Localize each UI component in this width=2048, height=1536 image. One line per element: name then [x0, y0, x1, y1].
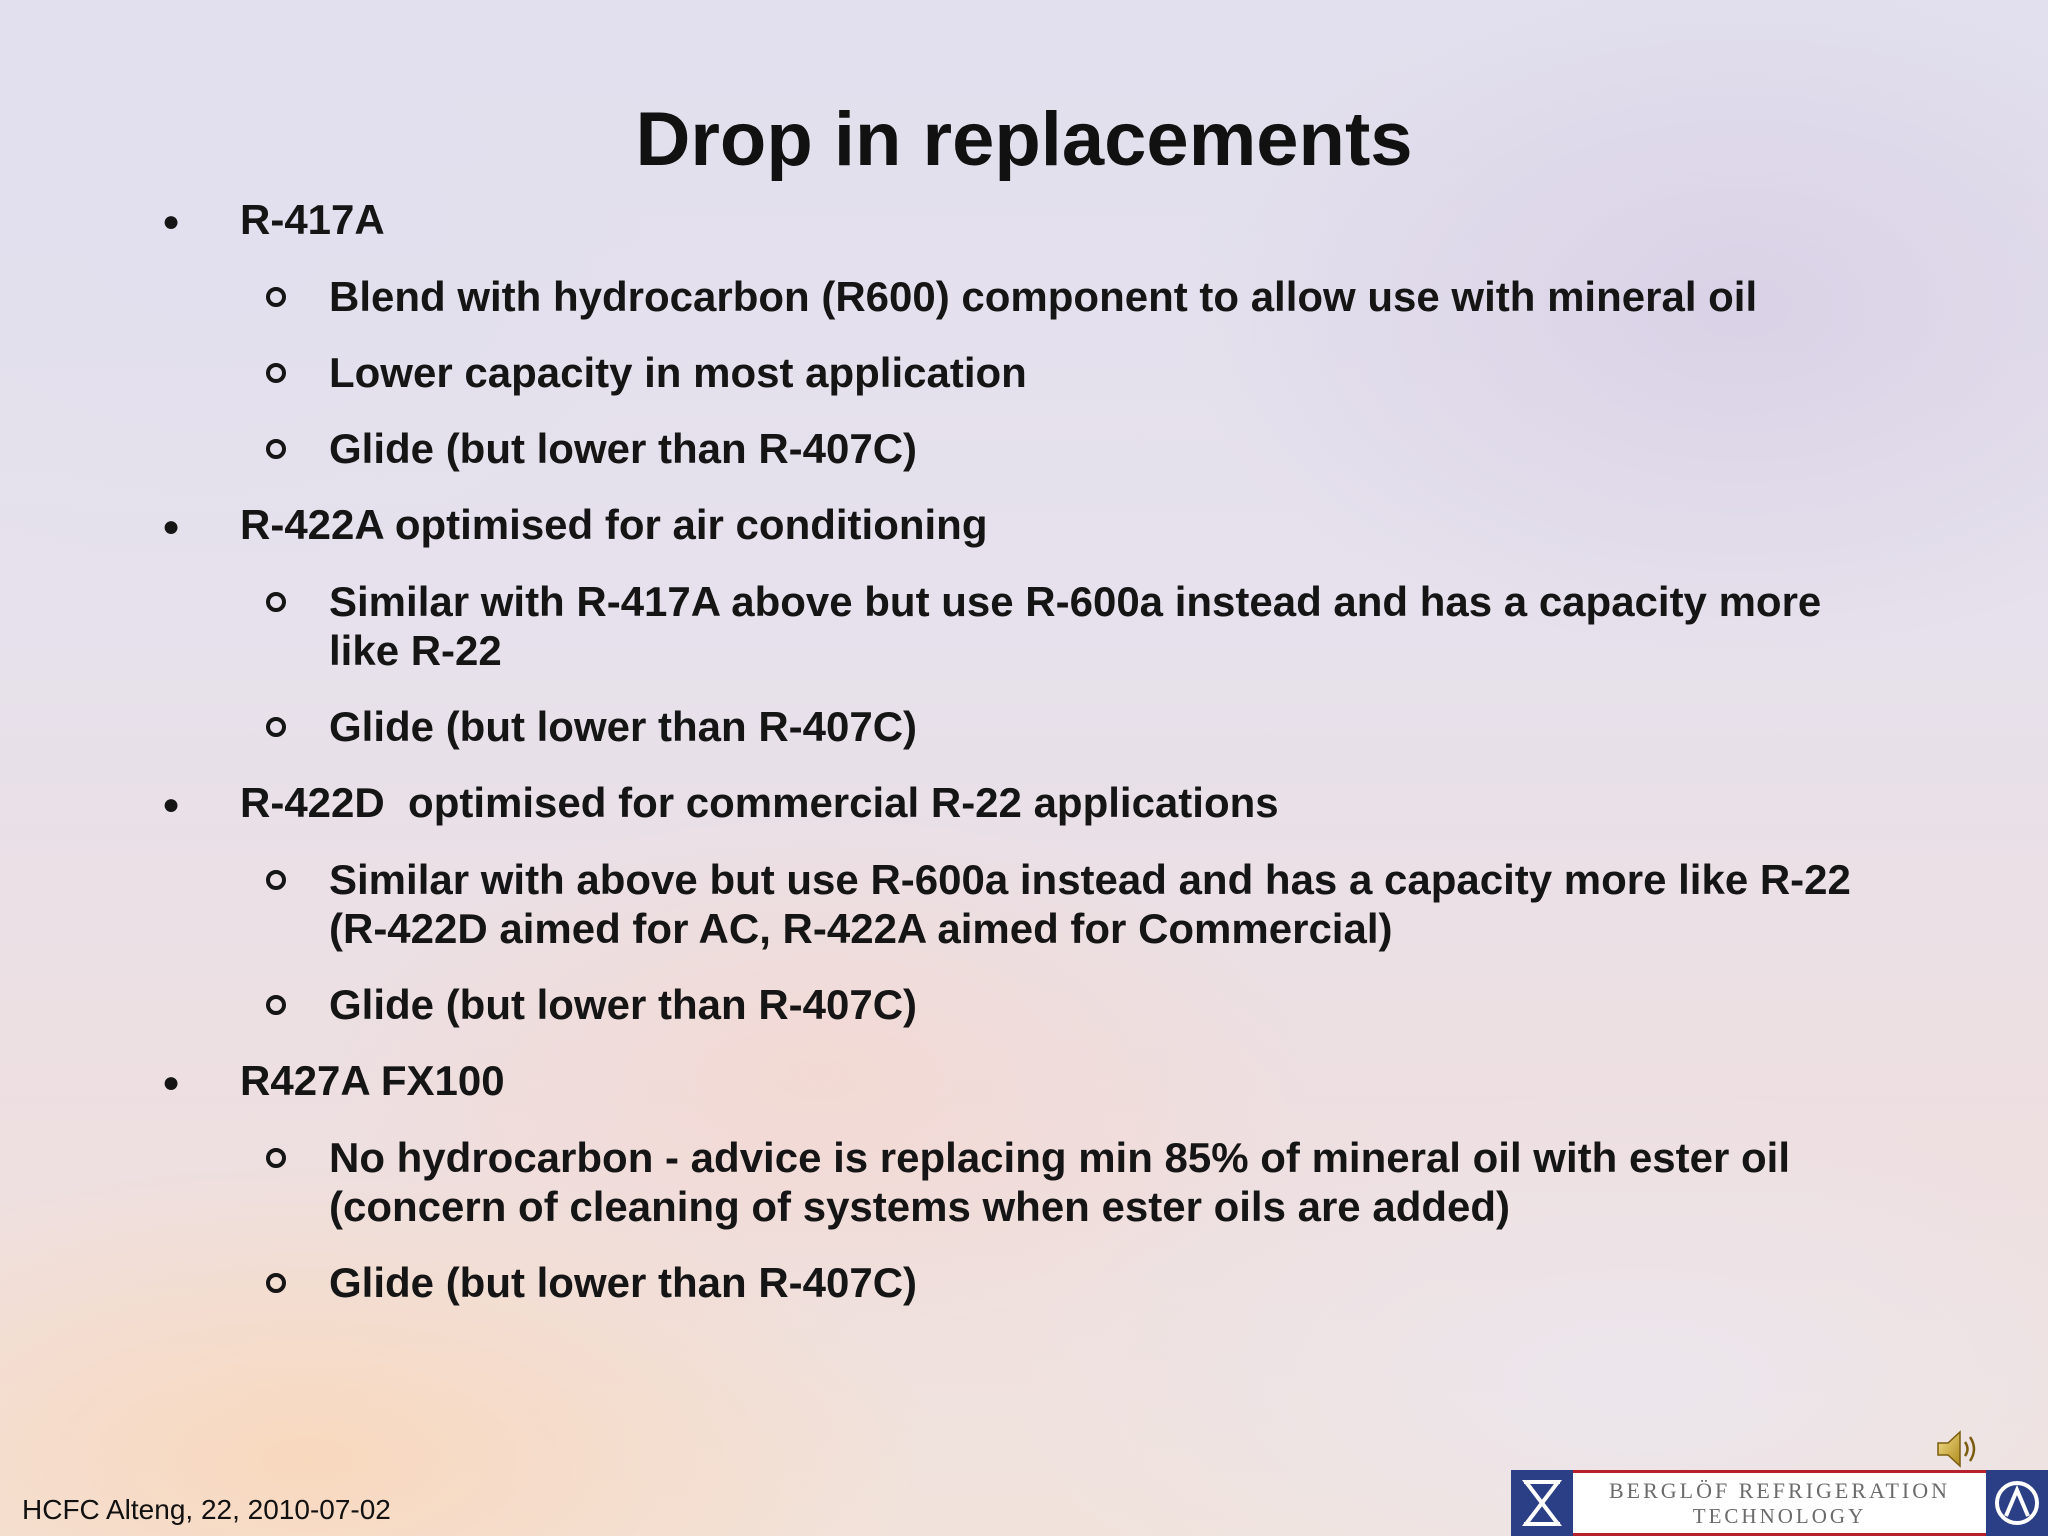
filled-circle-bullet-icon: ● [162, 510, 181, 543]
list-item-text: Glide (but lower than R-407C) [329, 1259, 918, 1306]
hollow-circle-bullet-icon [264, 868, 288, 892]
hollow-circle-bullet-icon [264, 361, 288, 385]
slide-title: Drop in replacements [635, 97, 1413, 182]
hollow-circle-bullet-icon [264, 1146, 288, 1170]
bullet-list [0, 195, 2048, 1307]
list-item-level1 [0, 1056, 1880, 1106]
list-item-text: Blend with hydrocarbon (R600) component to allow use with mineral oil [329, 273, 1758, 320]
hollow-circle-bullet-icon [264, 285, 288, 309]
list-item-level2 [0, 702, 1889, 751]
list-item-text: R-417A [240, 196, 385, 243]
logo-line2: TECHNOLOGY [1692, 1504, 1867, 1528]
list-item-level1 [0, 500, 1880, 550]
list-item-level2 [0, 980, 1889, 1029]
list-item-text: R-422A optimised for air conditioning [240, 501, 988, 548]
list-item-level2 [0, 577, 1889, 675]
list-item-level2 [0, 424, 1889, 473]
list-item-level2 [0, 1258, 1889, 1307]
list-item-text: R-422D optimised for commercial R-22 applications [240, 779, 1279, 826]
list-item-text: Glide (but lower than R-407C) [329, 981, 918, 1028]
circle-logo-icon [1986, 1470, 2048, 1536]
hollow-circle-bullet-icon [264, 993, 288, 1017]
logo-wordmark [1573, 1473, 1986, 1533]
filled-circle-bullet-icon: ● [162, 205, 181, 238]
list-item-text: Similar with R-417A above but use R-600a instead and has a capacity more like R-22 [329, 578, 1822, 674]
list-item-level2 [0, 855, 1889, 953]
list-item-level2 [0, 1133, 1889, 1231]
filled-circle-bullet-icon: ● [162, 788, 181, 821]
list-item-level2 [0, 272, 1889, 321]
list-item-level1 [0, 778, 1880, 828]
hollow-circle-bullet-icon [264, 590, 288, 614]
filled-circle-bullet-icon: ● [162, 1066, 181, 1099]
hollow-circle-bullet-icon [264, 715, 288, 739]
hourglass-logo-icon [1511, 1470, 1573, 1536]
logo-line1: BERGLÖF REFRIGERATION [1608, 1478, 1951, 1503]
list-item-level1 [0, 195, 1880, 245]
list-item-text: No hydrocarbon - advice is replacing min 85% of mineral oil with ester oil (concern of cleaning of systems when ester oils are added) [329, 1134, 1791, 1230]
list-item-text: Similar with above but use R-600a instead and has a capacity more like R-22 (R-422D aimed for AC, R-422A aimed for Commercial) [329, 856, 1851, 952]
list-item-text: Glide (but lower than R-407C) [329, 425, 918, 472]
hollow-circle-bullet-icon [264, 1271, 288, 1295]
speaker-icon[interactable] [1934, 1425, 1982, 1473]
list-item-level2 [0, 348, 1889, 397]
footer-text: HCFC Alteng, 22, 2010-07-02 [22, 1494, 391, 1525]
company-logo [1511, 1470, 2048, 1536]
list-item-text: R427A FX100 [240, 1057, 505, 1104]
hollow-circle-bullet-icon [264, 437, 288, 461]
list-item-text: Glide (but lower than R-407C) [329, 703, 918, 750]
list-item-text: Lower capacity in most application [329, 349, 1027, 396]
